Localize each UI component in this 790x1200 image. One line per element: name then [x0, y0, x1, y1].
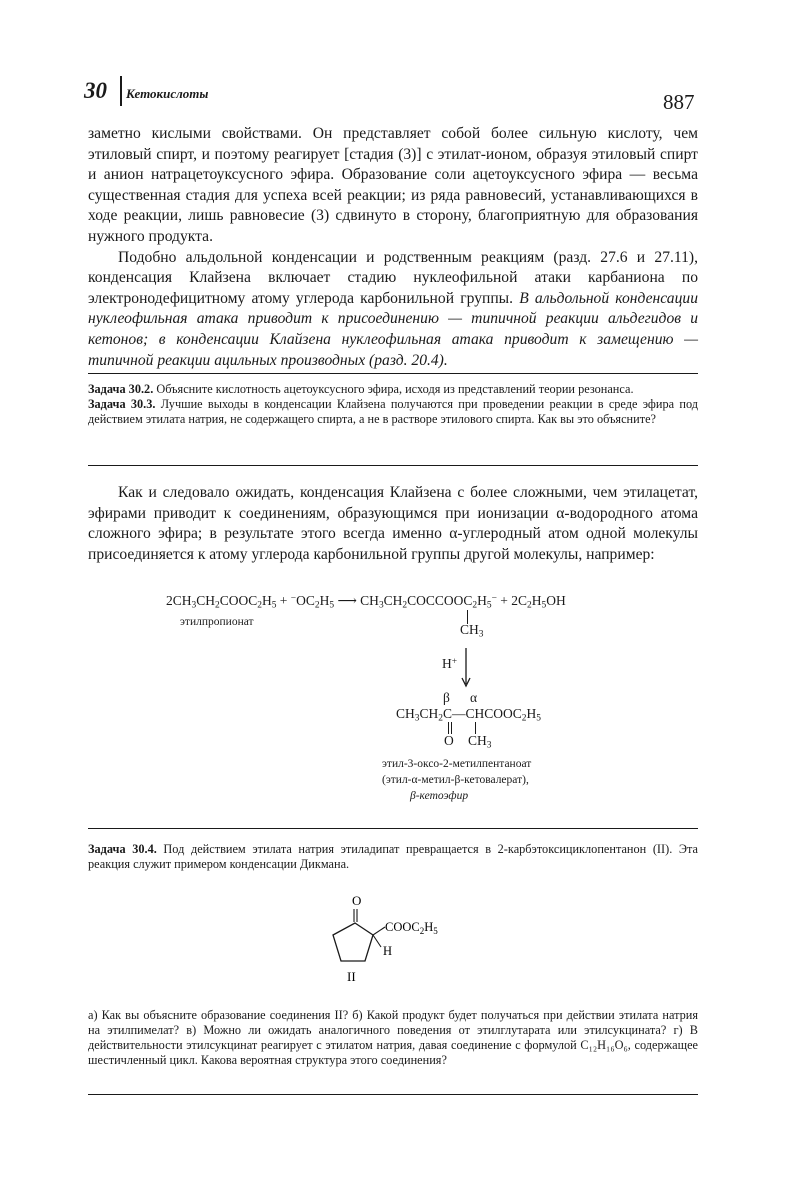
body-text-middle — [88, 483, 698, 565]
acid-catalyst-h: H — [442, 656, 452, 671]
task-rule-top — [88, 373, 698, 374]
down-arrow-icon — [460, 648, 472, 688]
reaction-equation: $2CH_3CH_2COOC_2H_5 + ^-OC_2H_5$ ⟶ $CH_3CH_2COCCOOC_2H_5^- + 2C_2H_5OH$ — [166, 593, 566, 611]
task-30-3-text: Лучшие выходы в конденсации Клайзена получаются при проведении реакции в среде эфира под действием этилата натрия, не содержащего спирта, а не в растворе этилового спирта. Как вы это объясните? — [88, 397, 698, 426]
paragraph-1: заметно кислыми свойствами. Он представляет собой более сильную кислоту, чем этиловый спирт, и поэтому реагирует [стадия (3)] с этилат-ионом, образуя этиловый спирт и анион натрацетоуксусного эфира. Образование соли ацетоуксусного эфира — весьма существенная стадия для успеха всей реакции; из ряда равновесий, устанавливающихся в ходе реакции, лишь равновесие (3) сдвинуто в сторону, благоприятную для образования нужного продукта. — [88, 125, 698, 245]
svg-text:COOC2H5: $COOC_2H_5$ — [385, 920, 438, 936]
task-30-3-label: Задача 30.3. — [88, 397, 156, 411]
paragraph-2-text: Подобно альдольной конденсации и родственным реакциям (разд. 27.6 и 27.11), конденсация Клайзена включает стадию нуклеофильной атаки карбаниона по электронодефицитному атому углерода карбонильной группы. — [88, 248, 698, 307]
product-name-2: (этил-α-метил-β-кетовалерат), — [382, 774, 529, 786]
questions-block — [88, 1008, 698, 1068]
chapter-number: 30 — [84, 78, 107, 103]
alpha-label: α — [470, 690, 478, 705]
body-text-top — [88, 124, 698, 371]
task-30-2-text: Объясните кислотность ацетоуксусного эфира, исходя из представлений теории резонанса. — [153, 382, 634, 396]
reactant-label: этилпропионат — [180, 616, 254, 628]
task-30-4-text: Под действием этилата натрия этиладипат превращается в 2-карбэтоксициклопентанон (II). Эта реакция служит примером конденсации Дикмана. — [88, 842, 698, 871]
task-30-4-label: Задача 30.4. — [88, 842, 157, 856]
task-rule-2-top — [88, 828, 698, 829]
questions-text: а) Как вы объясните образование соединения II? б) Какой продукт будет получаться при действии этилата натрия на этилпимелат? в) Можно ли ожидать аналогичного поведения от этилглутарата или этилсукцината? г) В действительности этилсукцинат реагирует с этилатом натрия, давая соединение с формулой C₁₂H₁₆O₆, содержащее шестичленный цикл. Какова вероятная структура этого соединения? — [88, 1008, 698, 1067]
product-name-3: β-кетоэфир — [410, 790, 469, 802]
task-rule-bottom — [88, 465, 698, 466]
task-30-3 — [88, 397, 698, 427]
structure-label: II — [347, 969, 356, 984]
header-divider — [120, 76, 122, 106]
paragraph-3: Как и следовало ожидать, конденсация Клайзена с более сложными, чем этилацетат, эфирами приводит к соединениям, образующимся при ионизации α-водородного атома сложного эфира; в результате этого всегда именно α-углеродный атом одной молекулы присоединяется к атому углерода карбонильной группы другой молекулы, например: — [88, 484, 698, 563]
methyl-group-1: $CH_3$ — [460, 622, 484, 640]
task-30-2 — [88, 382, 698, 397]
beta-label: β — [443, 690, 450, 705]
paragraph-2 — [88, 248, 698, 372]
carbonyl-oxygen: O — [444, 733, 454, 748]
product-formula: $CH_3CH_2C—CHCOOC_2H_5$ — [396, 706, 541, 724]
product-name-1: этил-3-оксо-2-метилпентаноат — [382, 758, 532, 770]
cyclopentanone-structure — [325, 885, 465, 985]
ring-hydrogen-label: H — [383, 944, 393, 958]
ring-oxygen-label: O — [352, 893, 362, 908]
page-number: 887 — [663, 90, 695, 114]
task-rule-2-bottom — [88, 1094, 698, 1095]
acid-catalyst: H+ — [442, 656, 458, 671]
chapter-title: Кетокислоты — [126, 86, 209, 101]
task-30-4 — [88, 842, 698, 872]
task-block — [88, 382, 698, 427]
methyl-group-2: $CH_3$ — [468, 733, 492, 751]
paragraph-2-italic: В альдольной конденсации нуклеофильная атака приводит к присоединению — типичной реакции альдегидов и кетонов; в конденсации Клайзена нуклеофильная атака приводит к замещению — типичной реакции ацильных производных (разд. 20.4). — [88, 289, 698, 369]
task-30-2-label: Задача 30.2. — [88, 382, 154, 396]
